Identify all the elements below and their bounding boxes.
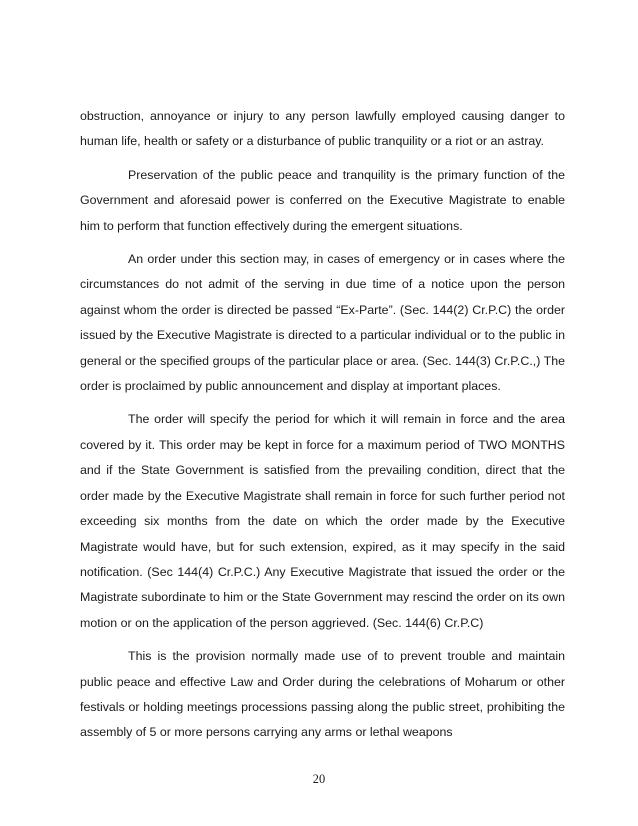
paragraph-order-period: The order will specify the period for which it will remain in force and the area covered by it. This order may be kept in force for a maximum period of TWO MONTHS and if the State Government is satisfied from the prevailing condition, direct that the order made by the Executive Magistrate shall remain in force for such further period not exceeding six months from the date on which the order made by the Executive Magistrate would have, but for such extension, expired, as it may specify in the said notification. (Sec 144(4) Cr.P.C.) Any Executive Magistrate that issued the order or the Magistrate subordinate to him or the State Government may rescind the order on its own motion or on the application of the person aggrieved. (Sec. 144(6) Cr.P.C) bbox=[80, 412, 565, 630]
paragraph-provision-use: This is the provision normally made use of to prevent trouble and maintain public peace and effective Law and Order during the celebrations of Moharum or other festivals or holding meetings processions passing along the public street, prohibiting the assembly of 5 or more persons carrying any arms or lethal weapons bbox=[80, 649, 565, 740]
page-number: 20 bbox=[312, 772, 326, 786]
body-text bbox=[80, 104, 565, 754]
paragraph-ex-parte-order: An order under this section may, in cases of emergency or in cases where the circumstances do not admit of the serving in due time of a notice upon the person against whom the order is directed be passed “Ex-Parte”. (Sec. 144(2) Cr.P.C) the order issued by the Executive Magistrate is directed to a particular individual or to the public in general or the specified groups of the particular place or area. (Sec. 144(3) Cr.P.C.,) The order is proclaimed by public announcement and display at important places. bbox=[80, 252, 565, 394]
paragraph-public-peace: Preservation of the public peace and tranquility is the primary function of the Government and aforesaid power is conferred on the Executive Magistrate to enable him to perform that function effectively during the emergent situations. bbox=[80, 167, 565, 233]
paragraph-continuation: obstruction, annoyance or injury to any person lawfully employed causing danger to human life, health or safety or a disturbance of public tranquility or a riot or an astray. bbox=[80, 109, 565, 149]
